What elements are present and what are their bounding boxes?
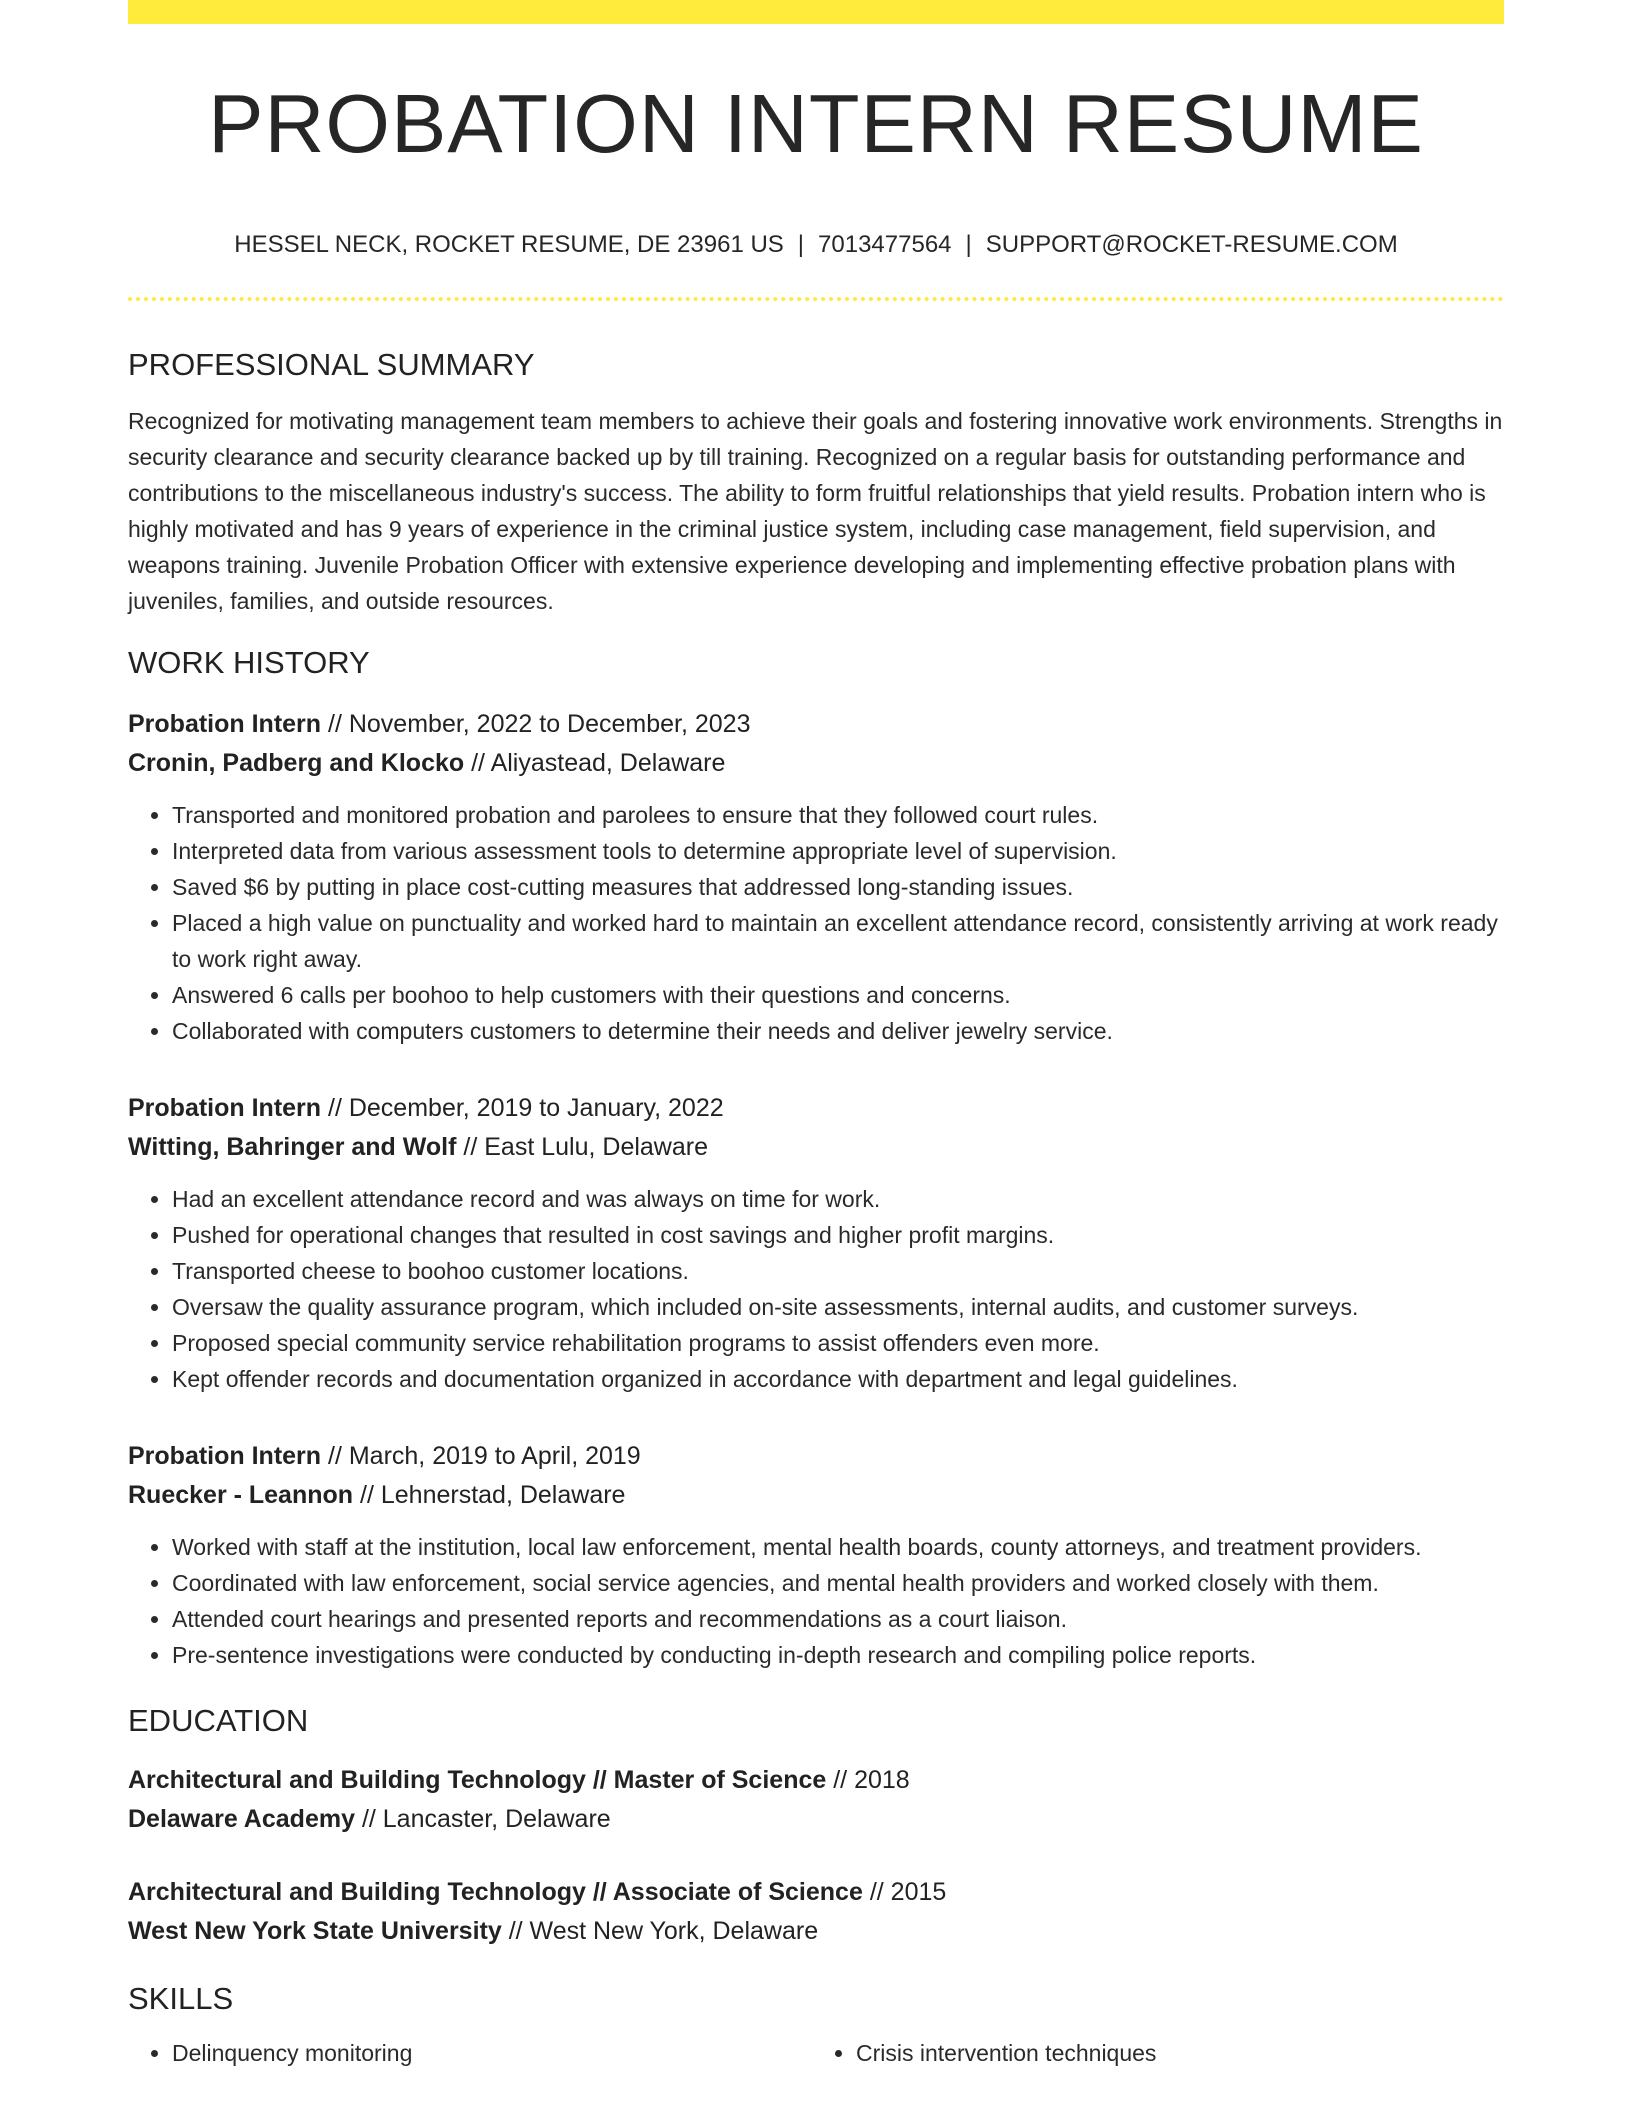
job-company: Ruecker - Leannon xyxy=(128,1481,354,1510)
contact-line xyxy=(128,231,1504,259)
list-item: • Saved $6 by putting in place cost-cutting measures that addressed long-standing issues. xyxy=(172,869,1504,905)
list-item: • Interpreted data from various assessment tools to determine appropriate level of supervision. xyxy=(172,833,1504,869)
job-bullets xyxy=(128,1181,1504,1397)
summary-heading: PROFESSIONAL SUMMARY xyxy=(128,347,535,383)
list-item: • Worked with staff at the institution, local law enforcement, mental health boards, county attorneys, and treatment providers. xyxy=(172,1529,1504,1565)
job-title-line xyxy=(128,1089,1504,1128)
contact-separator: | xyxy=(965,231,972,259)
education-school-line xyxy=(128,1800,1504,1839)
education-year: // 2015 xyxy=(869,1878,947,1907)
education-school-line xyxy=(128,1912,1504,1951)
job-location: // Aliyastead, Delaware xyxy=(471,749,726,778)
job-dates: // November, 2022 to December, 2023 xyxy=(328,710,751,739)
contact-address: HESSEL NECK, ROCKET RESUME, DE 23961 US xyxy=(234,231,784,259)
job-location: // Lehnerstad, Delaware xyxy=(360,1481,626,1510)
list-item: • Transported and monitored probation and parolees to ensure that they followed court rules. xyxy=(172,797,1504,833)
top-accent-bar xyxy=(128,0,1504,24)
skills-heading: SKILLS xyxy=(128,1981,234,2017)
job-company: Cronin, Padberg and Klocko xyxy=(128,749,465,778)
list-item: • Coordinated with law enforcement, social service agencies, and mental health providers and worked closely with them. xyxy=(172,1565,1504,1601)
education-degree: Architectural and Building Technology // Associate of Science xyxy=(128,1878,863,1907)
education-location: // Lancaster, Delaware xyxy=(361,1805,611,1834)
skill-item: • Crisis intervention techniques xyxy=(856,2035,1496,2071)
education-degree-line xyxy=(128,1761,1504,1800)
education-location: // West New York, Delaware xyxy=(508,1917,819,1946)
skills-columns xyxy=(128,2035,1504,2071)
skills-left-column xyxy=(128,2035,812,2071)
list-item: • Collaborated with computers customers to determine their needs and deliver jewelry service. xyxy=(172,1013,1504,1049)
dotted-divider xyxy=(128,297,1504,301)
job-title: Probation Intern xyxy=(128,710,322,739)
job-company-line xyxy=(128,1476,1504,1515)
job-entry xyxy=(128,1089,1504,1397)
education-heading: EDUCATION xyxy=(128,1703,309,1739)
skill-item: • Delinquency monitoring xyxy=(172,2035,812,2071)
job-dates: // December, 2019 to January, 2022 xyxy=(328,1094,724,1123)
page-title: PROBATION INTERN RESUME xyxy=(208,77,1424,170)
job-title: Probation Intern xyxy=(128,1094,322,1123)
job-location: // East Lulu, Delaware xyxy=(463,1133,708,1162)
job-company: Witting, Bahringer and Wolf xyxy=(128,1133,457,1162)
list-item: • Pushed for operational changes that resulted in cost savings and higher profit margins. xyxy=(172,1217,1504,1253)
list-item: • Had an excellent attendance record and was always on time for work. xyxy=(172,1181,1504,1217)
list-item: • Oversaw the quality assurance program, which included on-site assessments, internal audits, and customer surveys. xyxy=(172,1289,1504,1325)
list-item: • Proposed special community service rehabilitation programs to assist offenders even more. xyxy=(172,1325,1504,1361)
education-year: // 2018 xyxy=(833,1766,910,1795)
job-entry xyxy=(128,1437,1504,1673)
job-company-line xyxy=(128,744,1504,783)
contact-separator: | xyxy=(797,231,805,259)
education-school: West New York State University xyxy=(128,1917,502,1946)
list-item: • Answered 6 calls per boohoo to help customers with their questions and concerns. xyxy=(172,977,1504,1013)
resume-page xyxy=(128,0,1504,2071)
education-entry xyxy=(128,1761,1504,1839)
summary-text: Recognized for motivating management team members to achieve their goals and fostering innovative work environments. Strengths in security clearance and security clearance backed up by till training. Recognized on a regular basis for outstanding performance and contributions to the miscellaneous industry's success. The ability to form fruitful relationships that yield results. Probation intern who is highly motivated and has 9 years of experience in the criminal justice system, including case management, field supervision, and weapons training. Juvenile Probation Officer with extensive experience developing and implementing effective probation plans with juveniles, families, and outside resources. xyxy=(128,408,1503,615)
job-title-line xyxy=(128,705,1504,744)
job-company-line xyxy=(128,1128,1504,1167)
job-bullets xyxy=(128,1529,1504,1673)
education-degree-line xyxy=(128,1873,1504,1912)
job-title-line xyxy=(128,1437,1504,1476)
contact-email: SUPPORT@ROCKET-RESUME.COM xyxy=(985,231,1398,259)
job-dates: // March, 2019 to April, 2019 xyxy=(328,1442,641,1471)
list-item: • Transported cheese to boohoo customer locations. xyxy=(172,1253,1504,1289)
list-item: • Attended court hearings and presented reports and recommendations as a court liaison. xyxy=(172,1601,1504,1637)
job-bullets xyxy=(128,797,1504,1049)
list-item: • Kept offender records and documentation organized in accordance with department and legal guidelines. xyxy=(172,1361,1504,1397)
job-entry xyxy=(128,705,1504,1049)
education-school: Delaware Academy xyxy=(128,1805,355,1834)
skills-right-column xyxy=(812,2035,1496,2071)
education-entry xyxy=(128,1873,1504,1951)
contact-phone: 7013477564 xyxy=(818,231,952,259)
list-item: • Pre-sentence investigations were conducted by conducting in-depth research and compiling police reports. xyxy=(172,1637,1504,1673)
job-title: Probation Intern xyxy=(128,1442,322,1471)
work-history-heading: WORK HISTORY xyxy=(128,645,370,681)
list-item: • Placed a high value on punctuality and worked hard to maintain an excellent attendance record, consistently arriving at work ready to work right away. xyxy=(172,905,1504,977)
education-degree: Architectural and Building Technology // Master of Science xyxy=(128,1766,827,1795)
